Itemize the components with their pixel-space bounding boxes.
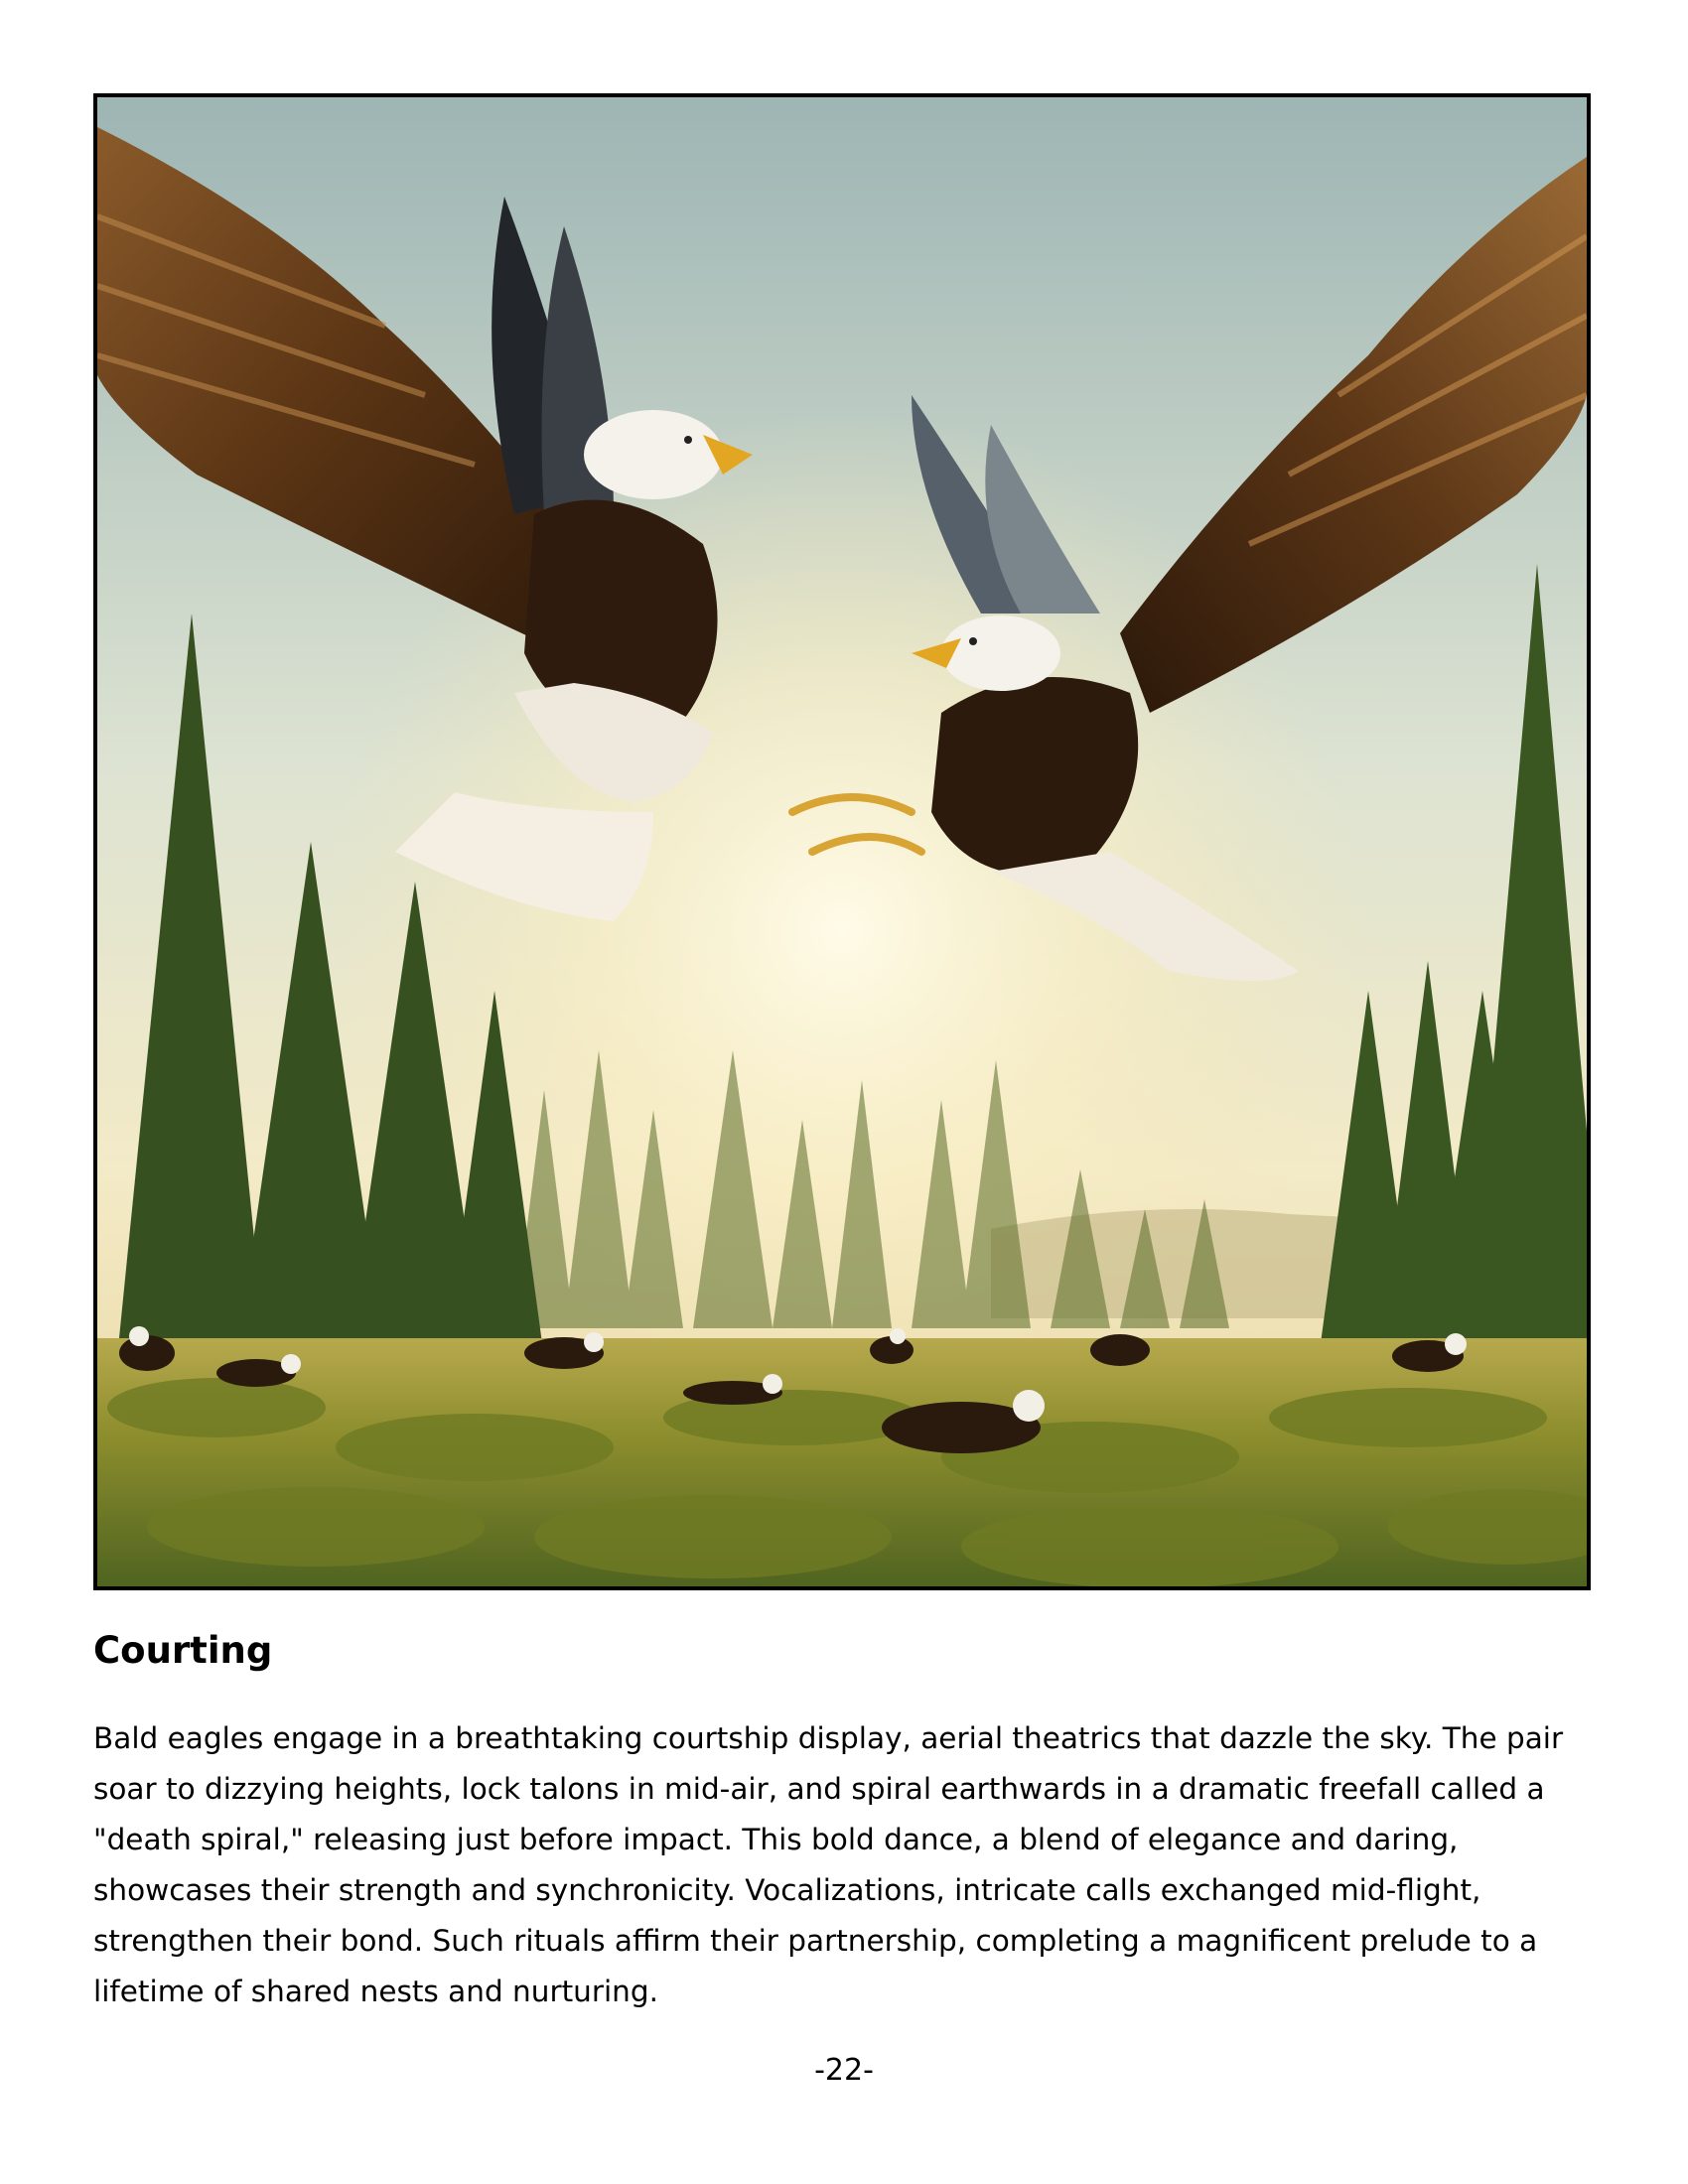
page-number: -22- xyxy=(814,2053,874,2088)
paragraph-line: lifetime of shared nests and nurturing. xyxy=(93,1975,658,2008)
eagles-scene-graphic xyxy=(97,97,1587,1586)
paragraph-line: soar to dizzying heights, lock talons in mid-air, and spiral earthwards in a dramatic freefall called a xyxy=(93,1772,1545,1806)
section-heading: Courting xyxy=(93,1629,273,1672)
paragraph-line: strengthen their bond. Such rituals affirm their partnership, completing a magnificent prelude to a xyxy=(93,1924,1538,1958)
body-paragraph xyxy=(93,1713,1595,2017)
paragraph-line: showcases their strength and synchronicity. Vocalizations, intricate calls exchanged mid-flight, xyxy=(93,1873,1481,1907)
paragraph-line: "death spiral," releasing just before impact. This bold dance, a blend of elegance and daring, xyxy=(93,1823,1459,1856)
eagles-courtship-illustration xyxy=(93,93,1591,1590)
paragraph-line: Bald eagles engage in a breathtaking courtship display, aerial theatrics that dazzle the sky. The pair xyxy=(93,1721,1564,1755)
